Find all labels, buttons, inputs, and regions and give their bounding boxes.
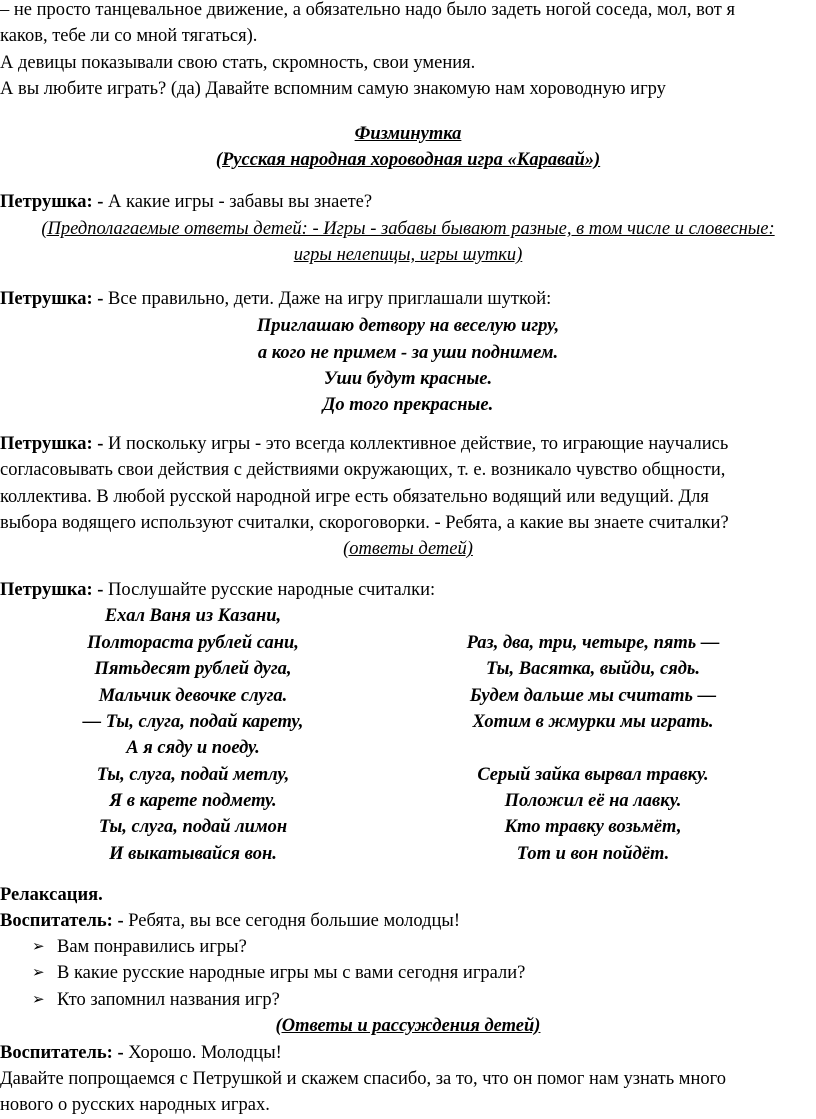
- question-item: Кто запомнил названия игр?: [57, 990, 280, 1010]
- question-item: В какие русские народные игры мы с вами сегодня играли?: [57, 963, 526, 983]
- intro-line-3: А девицы показывали свою стать, скромность, свои умения.: [0, 53, 476, 73]
- intro-line-2: каков, тебе ли со мной тягаться).: [0, 26, 258, 46]
- speaker-label: Петрушка: -: [0, 289, 104, 309]
- arrow-bullet-icon: ➢: [32, 939, 45, 955]
- counting-rhyme-left-line: Ты, слуга, подай лимон: [98, 817, 288, 837]
- fizminutka-title: Физминутка: [354, 124, 462, 144]
- paragraph-line: коллектива. В любой русской народной игре есть обязательно водящий или ведущий. Для: [0, 487, 709, 507]
- petrushka-line-3: Петрушка: - И поскольку игры - это всегда коллективное действие, то играющие научались: [0, 434, 729, 454]
- educator-line-2: Воспитатель: - Хорошо. Молодцы!: [0, 1043, 282, 1063]
- petrushka-line-1: Петрушка: - А какие игры - забавы вы знаете?: [0, 192, 373, 212]
- counting-rhyme-left-line: Я в карете подмету.: [109, 791, 277, 811]
- counting-rhyme-left-line: Полтораста рублей сани,: [87, 633, 299, 653]
- counting-rhyme-right-line: Тот и вон пойдёт.: [516, 844, 670, 864]
- counting-rhyme-left-line: Пятьдесят рублей дуга,: [94, 659, 292, 679]
- intro-line-1: – не просто танцевальное движение, а обязательно надо было задеть ногой соседа, мол, вот я: [0, 0, 735, 20]
- counting-rhyme-left-line: И выкатывайся вон.: [109, 844, 277, 864]
- relax-heading: Релаксация.: [0, 885, 103, 905]
- verse-line: а кого не примем - за уши поднимем.: [257, 343, 559, 363]
- intro-line-4: А вы любите играть? (да) Давайте вспомним самую знакомую нам хороводную игру: [0, 79, 666, 99]
- closing-line-2: нового о русских народных играх.: [0, 1095, 270, 1115]
- arrow-bullet-icon: ➢: [32, 965, 45, 981]
- counting-rhyme-left-line: А я сяду и поеду.: [126, 738, 260, 758]
- counting-rhyme-left-line: Ехал Ваня из Казани,: [104, 606, 282, 626]
- counting-rhyme-left-line: Мальчик девочке слуга.: [98, 686, 288, 706]
- question-item: Вам понравились игры?: [57, 937, 247, 957]
- counting-rhyme-right-line: Положил её на лавку.: [504, 791, 682, 811]
- petrushka-line-2: Петрушка: - Все правильно, дети. Даже на игру приглашали шуткой:: [0, 289, 552, 309]
- counting-rhyme-left-line: — Ты, слуга, подай карету,: [82, 712, 304, 732]
- paragraph-line: выбора водящего используют считалки, скороговорки. - Ребята, а какие вы знаете считалки?: [0, 513, 729, 533]
- counting-rhyme-left-line: Ты, слуга, подай метлу,: [96, 765, 290, 785]
- paragraph-line: согласовывать свои действия с действиями окружающих, т. е. возникало чувство общности,: [0, 460, 726, 480]
- children-answer-3: (ответы детей): [343, 539, 473, 559]
- verse-line: До того прекрасные.: [322, 395, 494, 415]
- children-answer-4: (Ответы и рассуждения детей): [275, 1016, 541, 1036]
- educator-line-1: Воспитатель: - Ребята, вы все сегодня большие молодцы!: [0, 911, 461, 931]
- verse-line: Уши будут красные.: [323, 369, 493, 389]
- children-answer-2: игры нелепицы, игры шутки): [293, 245, 523, 265]
- counting-rhyme-right-line: Будем дальше мы считать —: [469, 686, 717, 706]
- verse-line: Приглашаю детвору на веселую игру,: [256, 316, 560, 336]
- speaker-label: Петрушка: -: [0, 580, 104, 600]
- petrushka-line-4: Петрушка: - Послушайте русские народные считалки:: [0, 580, 436, 600]
- arrow-bullet-icon: ➢: [32, 992, 45, 1008]
- speaker-label: Воспитатель: -: [0, 1043, 124, 1063]
- closing-line-1: Давайте попрощаемся с Петрушкой и скажем спасибо, за то, что он помог нам узнать много: [0, 1069, 727, 1089]
- children-answer-1: (Предполагаемые ответы детей: - Игры - забавы бывают разные, в том числе и словесные:: [41, 219, 775, 239]
- counting-rhyme-right-line: Раз, два, три, четыре, пять —: [466, 633, 720, 653]
- counting-rhyme-right-line: Кто травку возьмёт,: [504, 817, 682, 837]
- speaker-label: Петрушка: -: [0, 434, 104, 454]
- fizminutka-subtitle: (Русская народная хороводная игра «Каравай»): [215, 150, 601, 170]
- counting-rhyme-right-line: Серый зайка вырвал травку.: [477, 765, 709, 785]
- speaker-label: Воспитатель: -: [0, 911, 124, 931]
- counting-rhyme-right-line: Ты, Васятка, выйди, сядь.: [486, 659, 700, 679]
- speaker-label: Петрушка: -: [0, 192, 104, 212]
- counting-rhyme-right-line: Хотим в жмурки мы играть.: [472, 712, 714, 732]
